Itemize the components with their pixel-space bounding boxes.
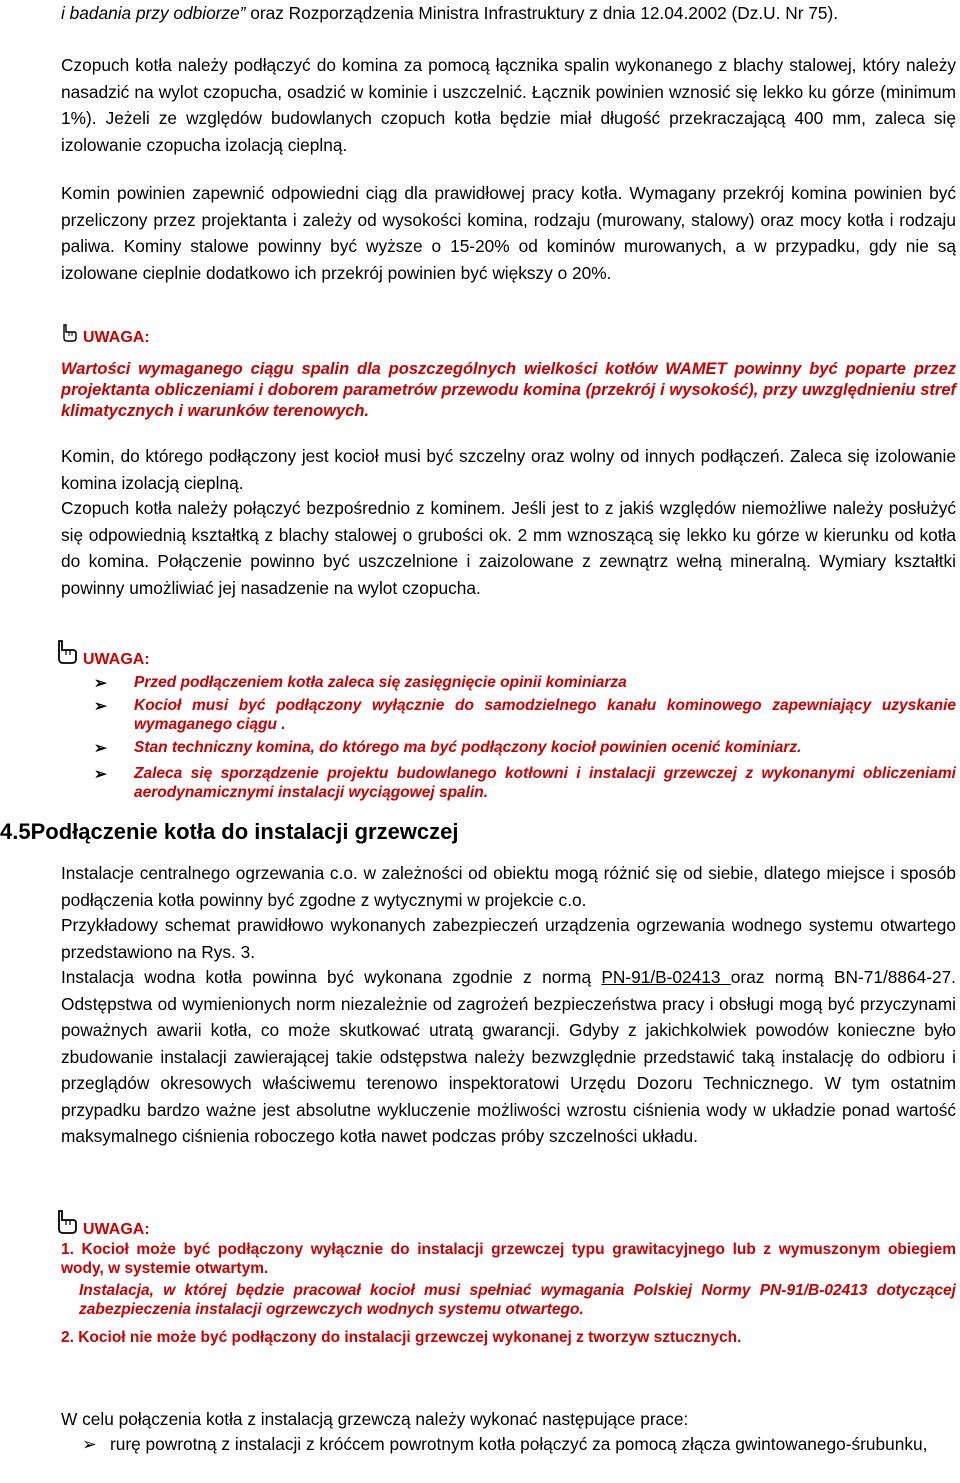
warning-text-1: Wartości wymaganego ciągu spalin dla poszczególnych wielkości kotłów WAMET powinny być poparte przez projektanta obliczeniami i doborem parametrów przewodu komina (przekrój i wysokość), przy uwzględnieniu stref klimatycznych i warunków terenowych. [61,360,956,420]
arrow-bullet-icon: ➢ [94,698,107,715]
paragraph-standards: Instalacja wodna kotła powinna być wykonana zgodnie z normą PN-91/B-02413 oraz normą BN-71/8864-27. Odstępstwa od wymienionych norm niezależnie od zagrożeń bezpieczeństwa pracy i obsługi mogą być przyczynami poważnych awarii kotła, co może skutkować utratą gwarancji. Gdyby z jakichkolwiek powodów konieczne było zbudowanie instalacji zawierającej takie odstępstwa należy bezwzględnie przedstawić taką instalację do odbioru i przeglądów okresowych właściwemu terenowo inspektoratowi Urzędu Dozoru Technicznego. W tym ostatnim przypadku bardzo ważne jest absolutne wykluczenie możliwości wzrostu ciśnienia wody w układzie ponad wartość maksymalnego ciśnienia roboczego kotła nawet podczas próby szczelności układu. [61,967,956,1146]
paragraph-scheme: Przykładowy schemat prawidłowo wykonanych zabezpieczeń urządzenia ogrzewania wodnego systemu otwartego przedstawiono na Rys. 3. [61,915,956,962]
warning-label-text: UWAGA: [83,329,150,346]
arrow-bullet-icon: ➢ [94,675,107,692]
list-item: ➢ Kocioł musi być podłączony wyłącznie do samodzielnego kanału kominowego zapewniający uzyskanie wymaganego ciągu . [94,697,956,733]
warning-label-text: UWAGA: [83,651,150,668]
paragraph-chimney-sealed: Komin, do którego podłączony jest kocioł musi być szczelny oraz wolny od innych podłączeń. Zaleca się izolowanie komina izolacją cieplną. [61,446,956,493]
arrow-bullet-icon: ➢ [82,1434,97,1454]
list-item: ➢ Przed podłączeniem kotła zaleca się zasięgnięcie opinii kominiarza [94,674,627,692]
list-item: 1. Kocioł może być podłączony wyłącznie do instalacji grzewczej typu grawitacyjnego lub z wymuszonym obiegiem wody, w systemie otwartym. [61,1241,956,1277]
list-item: ➢ Stan techniczny komina, do którego ma być podłączony kocioł powinien ocenić kominiarz. [94,739,802,757]
paragraph-co-installation: Instalacje centralnego ogrzewania c.o. w zależności od obiektu mogą różnić się od siebie, dlatego miejsce i sposób podłączenia kotła powinny być zgodne z wytycznymi w projekcie c.o. [61,863,956,910]
arrow-bullet-icon: ➢ [94,766,107,783]
arrow-bullet-icon: ➢ [94,740,107,757]
closing-bullet-text: rurę powrotną z instalacji z króćcem powrotnym kotła połączyć za pomocą złącza gwintowanego-śrubunku, [110,1434,928,1454]
closing-bullet [82,1431,956,1458]
warning-label-1 [61,324,150,348]
intro-rest: oraz Rozporządzenia Ministra Infrastruktury z dnia 12.04.2002 (Dz.U. Nr 75). [245,3,839,23]
paragraph-chimney-connector: Czopuch kotła należy podłączyć do komina za pomocą łącznika spalin wykonanego z blachy stalowej, który należy nasadzić na wylot czopucha, osadzić w kominie i uszczelnić. Łącznik powinien wznosić się lekko ku górze (minimum 1%). Jeżeli ze względów budowlanych czopuch kotła będzie miał długość przekraczającą 400 mm, zaleca się izolowanie czopucha izolacją cieplną. [61,55,956,155]
warning-label-3 [55,1210,150,1240]
paragraph-closing-intro: W celu połączenia kotła z instalacją grzewczą należy wykonać następujące prace: [61,1409,689,1429]
pointing-hand-icon [55,640,77,670]
paragraph-chimney-draft: Komin powinien zapewnić odpowiedni ciąg dla prawidłowej pracy kotła. Wymagany przekrój komina powinien być przeliczony przez projektanta i zależy od wysokości komina, rodzaju (murowany, stalowy) oraz mocy kotła i rodzaju paliwa. Kominy stalowe powinny być wyższe o 15-20% od kominów murowanych, a w przypadku, gdy nie są izolowane cieplnie dodatkowo ich przekrój powinien być większy o 20%. [61,183,956,283]
pointing-hand-icon [55,1210,77,1240]
paragraph-flue-connection: Czopuch kotła należy połączyć bezpośrednio z kominem. Jeśli jest to z jakiś względów niemożliwe należy posłużyć się odpowiednią kształtką z blachy stalowej o grubości ok. 2 mm wznoszącą się lekko ku górze w kierunku od kotła do komina. Połączenie powinno być uszczelnione i zaizolowane z zewnątrz wełną mineralną. Wymiary kształtki powinny umożliwiać jej nasadzenie na wylot czopucha. [61,498,956,598]
section-heading: 4.5Podłączenie kotła do instalacji grzewczej [0,819,459,844]
intro-line [61,0,956,27]
warning-numbered-list [61,1240,956,1347]
intro-italic: i badania przy odbiorze” [61,3,246,23]
warning-bullet-list [94,673,956,802]
warning-label-2 [55,640,150,670]
list-item: 2. Kocioł nie może być podłączony do instalacji grzewczej wykonanej z tworzyw sztucznych. [61,1329,742,1346]
list-item: ➢ Zaleca się sporządzenie projektu budowlanego kotłowni i instalacji grzewczej z wykonanymi obliczeniami aerodynamicznymi instalacji wyciągowej spalin. [94,765,956,801]
standard-link[interactable]: PN-91/B-02413 [601,967,731,987]
list-item-detail: Instalacja, w której będzie pracował kocioł musi spełniać wymagania Polskiej Normy PN-91/B-02413 dotyczącej zabezpieczenia instalacji ogrzewczych wodnych systemu otwartego. [79,1282,956,1318]
warning-label-text: UWAGA: [83,1221,150,1238]
pointing-hand-icon [61,324,77,348]
